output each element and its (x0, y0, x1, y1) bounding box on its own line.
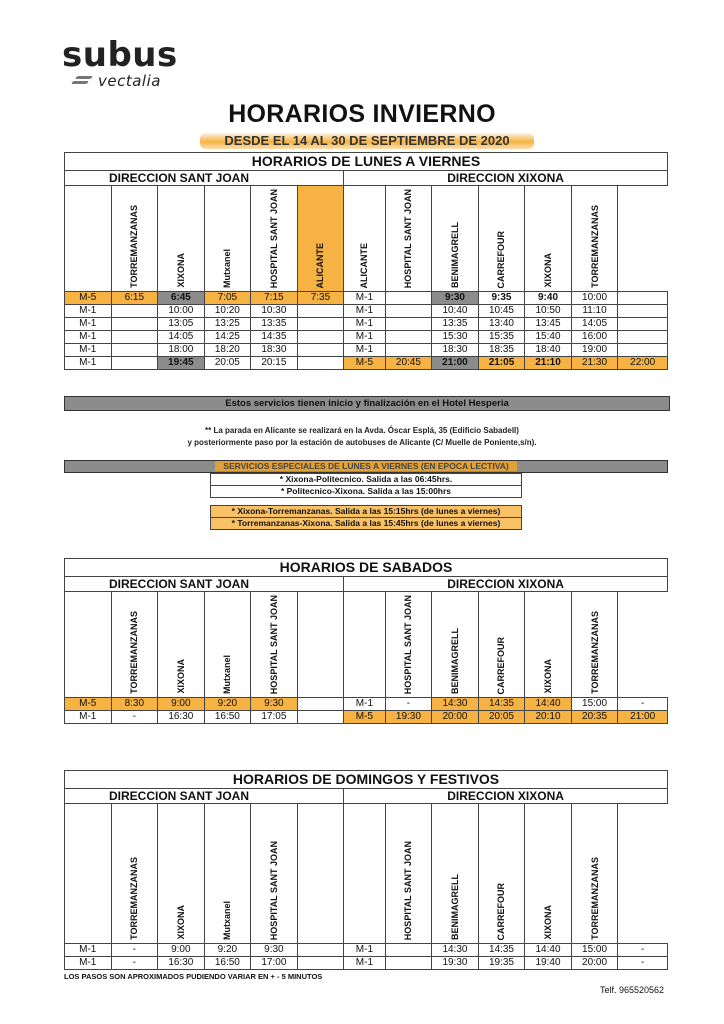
direction-sant-joan: DIRECCION SANT JOAN (65, 789, 344, 804)
direction-xixona: DIRECCION XIXONA (344, 789, 668, 804)
special-services-header: SERVICIOS ESPECIALES DE LUNES A VIERNES (EN EPOCA LECTIVA) (64, 460, 668, 473)
time-cell: 20:35 (571, 711, 618, 724)
time-cell (297, 357, 344, 370)
stop-header (344, 592, 385, 698)
weekday-schedule-table (64, 152, 668, 370)
time-cell: 11:10 (571, 305, 618, 318)
schedule-row (65, 698, 668, 711)
special-item: * Xixona-Politecnico. Salida a las 06:45hrs. (210, 473, 522, 486)
time-cell: 7:05 (204, 292, 251, 305)
time-cell: 13:40 (478, 318, 525, 331)
time-cell: 9:20 (204, 944, 251, 957)
time-cell (385, 344, 432, 357)
time-cell: 19:40 (525, 957, 572, 970)
time-cell (297, 305, 344, 318)
route-header (65, 804, 112, 944)
stop-header (525, 804, 572, 944)
stop-name: ALICANTE (359, 242, 370, 288)
stop-name: CARREFOUR (496, 636, 507, 694)
stop-header (344, 804, 385, 944)
time-cell: 9:30 (432, 292, 479, 305)
route-code: M-1 (344, 957, 385, 970)
stop-name: HOSPITAL SANT JOAN (268, 840, 279, 940)
stop-name: HOSPITAL SANT JOAN (403, 594, 414, 694)
time-cell: 6:45 (158, 292, 205, 305)
time-cell: - (385, 698, 432, 711)
time-cell (618, 331, 668, 344)
route-code: M-5 (344, 357, 385, 370)
schedule-row (65, 305, 668, 318)
time-cell: 9:30 (251, 944, 298, 957)
schedule-row (65, 318, 668, 331)
time-cell: 19:35 (478, 957, 525, 970)
route-code: M-1 (344, 944, 385, 957)
time-cell: 13:35 (432, 318, 479, 331)
time-cell: 6:15 (111, 292, 158, 305)
stop-header (432, 592, 479, 698)
note-line-2: y posteriormente paso por la estación de autobuses de Alicante (C/ Muelle de Poniente,s/n). (187, 438, 537, 447)
direction-sant-joan: DIRECCION SANT JOAN (65, 171, 344, 186)
schedule-row (65, 331, 668, 344)
stop-name: Mutxanel (222, 900, 233, 940)
route-code: M-1 (65, 331, 112, 344)
stop-name: TORREMANZANAS (589, 205, 600, 288)
time-cell: 14:30 (432, 944, 479, 957)
time-cell (385, 944, 432, 957)
stop-header (571, 804, 618, 944)
time-cell: 17:00 (251, 957, 298, 970)
time-cell: 15:30 (432, 331, 479, 344)
time-cell: 18:35 (478, 344, 525, 357)
stop-header (571, 592, 618, 698)
stop-header (385, 804, 432, 944)
schedule-row (65, 292, 668, 305)
route-code: M-5 (65, 698, 112, 711)
vectalia-mark-icon (72, 76, 94, 86)
time-cell: 13:05 (158, 318, 205, 331)
stop-name: TORREMANZANAS (129, 205, 140, 288)
subus-logo (62, 35, 178, 90)
direction-row (65, 171, 668, 186)
time-cell: 13:45 (525, 318, 572, 331)
time-cell (111, 305, 158, 318)
stop-name: BENIMAGRELL (449, 874, 460, 940)
stop-header (385, 186, 432, 292)
stop-name: BENIMAGRELL (449, 222, 460, 288)
time-cell: 14:40 (525, 698, 572, 711)
stop-name: TORREMANZANAS (589, 611, 600, 694)
schedule-row (65, 357, 668, 370)
time-cell: 20:45 (385, 357, 432, 370)
time-cell: 13:35 (251, 318, 298, 331)
stop-header (204, 804, 251, 944)
time-cell: 14:35 (478, 944, 525, 957)
time-cell: 20:10 (525, 711, 572, 724)
special-services (64, 460, 668, 530)
route-code: M-1 (344, 344, 385, 357)
time-cell (385, 305, 432, 318)
time-cell (297, 957, 344, 970)
time-cell: 14:05 (571, 318, 618, 331)
time-cell: 22:00 (618, 357, 668, 370)
time-cell: 20:00 (571, 957, 618, 970)
time-cell: 10:30 (251, 305, 298, 318)
time-cell: 16:00 (571, 331, 618, 344)
time-cell: 10:00 (571, 292, 618, 305)
time-cell: 18:20 (204, 344, 251, 357)
route-code: M-1 (344, 318, 385, 331)
time-cell: 15:00 (571, 944, 618, 957)
time-cell (111, 344, 158, 357)
route-code: M-1 (65, 344, 112, 357)
stop-header (432, 186, 479, 292)
stop-name: XIXONA (175, 659, 186, 694)
schedule-row (65, 944, 668, 957)
page-title: HORARIOS INVIERNO (228, 100, 496, 128)
time-cell: 18:00 (158, 344, 205, 357)
route-code: M-5 (65, 292, 112, 305)
route-code: M-1 (344, 698, 385, 711)
route-code: M-1 (65, 944, 112, 957)
time-cell: 9:20 (204, 698, 251, 711)
stop-header (251, 186, 298, 292)
time-cell: - (618, 944, 668, 957)
stop-name: Mutxanel (222, 654, 233, 694)
stop-name: HOSPITAL SANT JOAN (268, 188, 279, 288)
time-cell (618, 318, 668, 331)
logo-sub-text: vectalia (98, 72, 161, 90)
section-row (65, 559, 668, 577)
time-cell: 14:35 (478, 698, 525, 711)
stop-header (297, 186, 344, 292)
section-title: HORARIOS DE SABADOS (65, 559, 668, 577)
time-cell: 10:45 (478, 305, 525, 318)
special-item: * Politecnico-Xixona. Salida a las 15:00hrs (210, 486, 522, 498)
saturday-schedule-table (64, 558, 668, 724)
time-cell: 8:30 (111, 698, 158, 711)
time-cell: - (111, 944, 158, 957)
time-cell: 10:20 (204, 305, 251, 318)
stop-header (111, 592, 158, 698)
stop-name: HOSPITAL SANT JOAN (403, 840, 414, 940)
section-row (65, 153, 668, 171)
time-cell: 19:30 (432, 957, 479, 970)
time-cell: 14:05 (158, 331, 205, 344)
time-cell: 9:40 (525, 292, 572, 305)
time-cell: 20:15 (251, 357, 298, 370)
time-cell (111, 318, 158, 331)
time-cell: 7:15 (251, 292, 298, 305)
direction-row (65, 789, 668, 804)
time-cell: 18:40 (525, 344, 572, 357)
time-cell: 21:00 (432, 357, 479, 370)
time-cell: 20:05 (478, 711, 525, 724)
stop-header (204, 186, 251, 292)
time-cell: 10:50 (525, 305, 572, 318)
time-cell: 14:25 (204, 331, 251, 344)
time-cell: 14:30 (432, 698, 479, 711)
stop-name: CARREFOUR (496, 230, 507, 288)
time-cell (385, 957, 432, 970)
time-cell (297, 331, 344, 344)
time-cell: 7:35 (297, 292, 344, 305)
time-cell: 21:10 (525, 357, 572, 370)
stop-header (111, 804, 158, 944)
stops-header-row (65, 186, 668, 292)
stop-name: Mutxanel (222, 248, 233, 288)
time-cell: 16:50 (204, 957, 251, 970)
route-header (65, 592, 112, 698)
footer-disclaimer: LOS PASOS SON APROXIMADOS PUDIENDO VARIAR EN + - 5 MINUTOS (64, 972, 323, 981)
stop-header (385, 592, 432, 698)
time-cell: 9:30 (251, 698, 298, 711)
time-cell (297, 318, 344, 331)
direction-row (65, 577, 668, 592)
stop-header (158, 186, 205, 292)
stop-name: TORREMANZANAS (129, 857, 140, 940)
time-cell: 16:30 (158, 957, 205, 970)
route-code: M-1 (65, 305, 112, 318)
alicante-stop-note (0, 425, 724, 449)
time-cell (111, 357, 158, 370)
stop-name: XIXONA (543, 253, 554, 288)
special-item: * Xixona-Torremanzanas. Salida a las 15:15hrs (de lunes a viernes) (210, 505, 522, 518)
time-cell: 19:30 (385, 711, 432, 724)
stop-header (478, 804, 525, 944)
route-code: M-1 (65, 711, 112, 724)
time-cell (385, 331, 432, 344)
stop-name: XIXONA (543, 659, 554, 694)
time-cell: 21:30 (571, 357, 618, 370)
time-cell: 20:05 (204, 357, 251, 370)
time-cell: 16:50 (204, 711, 251, 724)
stop-header (344, 186, 385, 292)
time-cell (618, 344, 668, 357)
time-cell: - (111, 711, 158, 724)
time-cell: 10:40 (432, 305, 479, 318)
route-code: M-1 (344, 305, 385, 318)
route-code: M-5 (344, 711, 385, 724)
stop-header (571, 186, 618, 292)
time-cell: - (618, 698, 668, 711)
time-cell: - (111, 957, 158, 970)
time-cell: 14:40 (525, 944, 572, 957)
time-cell: 19:45 (158, 357, 205, 370)
time-cell (385, 318, 432, 331)
stop-header (297, 592, 344, 698)
special-item: * Torremanzanas-Xixona. Salida a las 15:45hrs (de lunes a viernes) (210, 518, 522, 530)
time-cell: 14:35 (251, 331, 298, 344)
stop-name: XIXONA (175, 905, 186, 940)
stop-header (478, 592, 525, 698)
time-cell: 13:25 (204, 318, 251, 331)
stops-header-row (65, 804, 668, 944)
stop-header (297, 804, 344, 944)
time-cell: 15:00 (571, 698, 618, 711)
stop-header (251, 592, 298, 698)
time-cell (297, 344, 344, 357)
stop-header (525, 592, 572, 698)
stop-name: TORREMANZANAS (589, 857, 600, 940)
time-cell: 16:30 (158, 711, 205, 724)
route-header (65, 186, 112, 292)
note-line-1: ** La parada en Alicante se realizará en la Avda. Óscar Esplá, 35 (Edificio Sabadell) (205, 426, 519, 435)
sunday-schedule-table (64, 770, 668, 970)
stop-header (525, 186, 572, 292)
time-cell (297, 944, 344, 957)
time-cell: 18:30 (432, 344, 479, 357)
hesperia-banner: Estos servicios tienen inicio y finalización en el Hotel Hesperia (64, 396, 670, 411)
stop-header (111, 186, 158, 292)
stops-header-row (65, 592, 668, 698)
stop-name: XIXONA (175, 253, 186, 288)
time-cell: 9:00 (158, 944, 205, 957)
logo-brand: subus (62, 35, 178, 75)
stop-name: HOSPITAL SANT JOAN (403, 188, 414, 288)
direction-xixona: DIRECCION XIXONA (344, 171, 668, 186)
stop-header (478, 186, 525, 292)
route-code: M-1 (65, 357, 112, 370)
time-cell: 20:00 (432, 711, 479, 724)
schedule-row (65, 957, 668, 970)
stop-header (251, 804, 298, 944)
stop-header (204, 592, 251, 698)
route-code: M-1 (65, 318, 112, 331)
time-cell: 21:00 (618, 711, 668, 724)
time-cell: 15:35 (478, 331, 525, 344)
page-subtitle: DESDE EL 14 AL 30 DE SEPTIEMBRE DE 2020 (200, 133, 534, 149)
schedule-row (65, 711, 668, 724)
footer-phone: Telf. 965520562 (599, 985, 664, 995)
time-cell (111, 331, 158, 344)
schedule-row (65, 344, 668, 357)
time-cell: 21:05 (478, 357, 525, 370)
stop-name: XIXONA (543, 905, 554, 940)
stop-header (158, 804, 205, 944)
time-cell (297, 698, 344, 711)
section-title: HORARIOS DE DOMINGOS Y FESTIVOS (65, 771, 668, 789)
time-cell (618, 292, 668, 305)
stop-header (158, 592, 205, 698)
time-cell (297, 711, 344, 724)
time-cell: 17:05 (251, 711, 298, 724)
time-cell (385, 292, 432, 305)
section-row (65, 771, 668, 789)
stop-name: CARREFOUR (496, 882, 507, 940)
route-code: M-1 (344, 331, 385, 344)
stop-header (432, 804, 479, 944)
section-title: HORARIOS DE LUNES A VIERNES (65, 153, 668, 171)
time-cell: 19:00 (571, 344, 618, 357)
stop-name: BENIMAGRELL (449, 628, 460, 694)
route-code: M-1 (344, 292, 385, 305)
time-cell: 15:40 (525, 331, 572, 344)
stop-name: HOSPITAL SANT JOAN (268, 594, 279, 694)
direction-sant-joan: DIRECCION SANT JOAN (65, 577, 344, 592)
time-cell (618, 305, 668, 318)
direction-xixona: DIRECCION XIXONA (344, 577, 668, 592)
stop-name: ALICANTE (315, 242, 326, 288)
time-cell: 9:00 (158, 698, 205, 711)
stop-name: TORREMANZANAS (129, 611, 140, 694)
time-cell: 18:30 (251, 344, 298, 357)
time-cell: 10:00 (158, 305, 205, 318)
route-code: M-1 (65, 957, 112, 970)
time-cell: - (618, 957, 668, 970)
time-cell: 9:35 (478, 292, 525, 305)
